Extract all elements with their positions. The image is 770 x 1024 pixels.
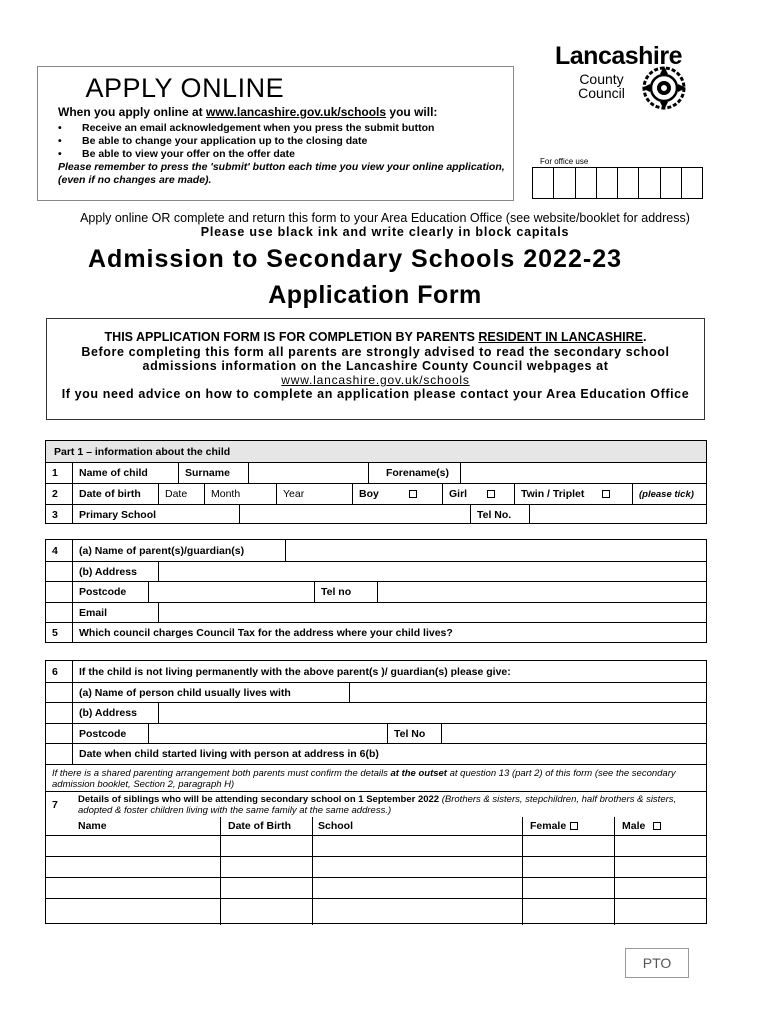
address-input[interactable] xyxy=(158,703,706,723)
siblings-question: Details of siblings who will be attending secondary school on 1 September 2022 (Brothers & sisters, stepchildren, half brothers & sisters, adopted & foster children living with the same family at the same address.) xyxy=(78,794,677,816)
forenames-input[interactable] xyxy=(460,463,706,483)
part1-section xyxy=(45,440,707,524)
dob-date-field[interactable]: Date xyxy=(158,484,204,504)
tel-no-label: Tel No xyxy=(387,724,441,743)
date-of-birth-row xyxy=(46,483,706,504)
tel-no-input[interactable] xyxy=(377,582,706,602)
parents-notice-box xyxy=(46,318,705,420)
bullet-item: • Be able to change your application up to the closing date xyxy=(58,135,368,147)
tel-no-input[interactable] xyxy=(441,724,706,743)
primary-school-label: Primary School xyxy=(72,505,239,524)
not-living-question: If the child is not living permanently with the above parent(s )/ guardian(s) please give: xyxy=(72,661,706,682)
name-of-child-label: Name of child xyxy=(72,463,178,483)
postcode-input[interactable] xyxy=(148,582,314,602)
intro-text: When you apply online at xyxy=(58,105,207,119)
bullet-item: • Be able to view your offer on the offer date xyxy=(58,148,295,160)
parent-details-section xyxy=(45,539,707,643)
notice-line-2: Before completing this form all parents are strongly advised to read the secondary school admissions information on the Lancashire County Council webpages at xyxy=(81,345,670,373)
sibling-1-name-input[interactable] xyxy=(46,836,220,856)
part1-header-row xyxy=(46,441,706,462)
twin-checkbox[interactable] xyxy=(602,490,610,498)
question-number: 2 xyxy=(52,488,58,500)
tel-no-label: Tel no xyxy=(314,582,377,602)
black-ink-instruction: Please use black ink and write clearly in block capitals xyxy=(200,225,570,239)
office-use-label: For office use xyxy=(540,157,589,166)
address-label: (b) Address xyxy=(72,562,158,581)
dob-month-field[interactable]: Month xyxy=(204,484,276,504)
question-number: 3 xyxy=(52,508,58,521)
intro-text-end: you will: xyxy=(386,105,438,119)
sibling-4-name-input[interactable] xyxy=(46,899,220,919)
parent-name-input[interactable] xyxy=(285,540,706,561)
postcode-label: Postcode xyxy=(72,724,148,743)
date-started-label: Date when child started living with person at address in 6(b) xyxy=(72,744,706,764)
red-rose-emblem-icon xyxy=(636,64,692,112)
not-living-row xyxy=(46,661,706,682)
primary-school-input[interactable] xyxy=(239,505,470,524)
forenames-label: Forename(s) xyxy=(368,463,460,483)
apply-online-intro xyxy=(58,105,437,119)
dob-year-field[interactable]: Year xyxy=(276,484,352,504)
twin-triplet-option[interactable]: Twin / Triplet xyxy=(514,484,632,504)
notice-line-1: THIS APPLICATION FORM IS FOR COMPLETION BY PARENTS RESIDENT IN LANCASHIRE. xyxy=(104,330,647,344)
siblings-row xyxy=(46,791,706,817)
lancashire-logo-text: Lancashire xyxy=(555,42,683,70)
dob-label: Date of birth xyxy=(72,484,158,504)
boy-option[interactable]: Boy xyxy=(352,484,442,504)
notice-line-4: If you need advice on how to complete an application please contact your Area Education Office xyxy=(61,387,690,401)
col-school-header: School xyxy=(318,820,354,832)
address-input[interactable] xyxy=(158,562,706,581)
girl-checkbox[interactable] xyxy=(487,490,495,498)
postcode-input[interactable] xyxy=(148,724,387,743)
school-tel-label: Tel No. xyxy=(470,505,529,524)
person-name-label: (a) Name of person child usually lives with xyxy=(72,683,349,702)
person-name-input[interactable] xyxy=(349,683,706,702)
date-started-row xyxy=(46,743,706,764)
bullet-item: • Receive an email acknowledgement when you press the submit button xyxy=(58,122,435,134)
surname-input[interactable] xyxy=(248,463,368,483)
col-dob-header: Date of Birth xyxy=(228,820,291,832)
sibling-3-name-input[interactable] xyxy=(46,878,220,898)
council-tax-question: Which council charges Council Tax for the address where your child lives? xyxy=(72,623,706,642)
parent-address-row xyxy=(46,561,706,581)
question-number: 6 xyxy=(52,665,58,678)
part1-header: Part 1 – information about the child xyxy=(54,445,231,458)
question-number: 4 xyxy=(52,544,58,557)
shared-parenting-row xyxy=(46,764,706,791)
parent-name-label: (a) Name of parent(s)/guardian(s) xyxy=(72,540,285,561)
question-number: 5 xyxy=(52,626,58,639)
primary-school-row xyxy=(46,504,706,524)
council-tax-row xyxy=(46,622,706,642)
person-postcode-row xyxy=(46,723,706,743)
county-council-text: County Council xyxy=(578,71,625,101)
email-input[interactable] xyxy=(158,603,706,622)
person-name-row xyxy=(46,682,706,702)
address-label: (b) Address xyxy=(72,703,158,723)
page-title: Admission to Secondary Schools 2022-23 xyxy=(88,245,622,273)
siblings-header-row xyxy=(46,817,706,835)
apply-instructions: Apply online OR complete and return this form to your Area Education Office (see website/booklet for address) xyxy=(80,211,690,225)
question-number: 7 xyxy=(52,798,58,811)
office-use-boxes xyxy=(532,167,703,199)
col-name-header: Name xyxy=(78,820,107,832)
please-tick-note: (please tick) xyxy=(632,484,706,504)
apply-online-title: APPLY ONLINE xyxy=(58,73,285,103)
parent-postcode-row xyxy=(46,581,706,602)
postcode-label: Postcode xyxy=(72,582,148,602)
page-subtitle: Application Form xyxy=(268,281,482,309)
lancashire-schools-link[interactable]: www.lancashire.gov.uk/schools xyxy=(206,105,387,119)
col-male-header: Male xyxy=(614,817,706,835)
surname-label: Surname xyxy=(178,463,248,483)
email-row xyxy=(46,602,706,622)
school-tel-input[interactable] xyxy=(529,505,706,524)
question-number: 1 xyxy=(52,467,58,479)
submit-reminder: Please remember to press the 'submit' button each time you view your online application, (even if no changes are made). xyxy=(58,161,505,186)
email-label: Email xyxy=(72,603,158,622)
siblings-table-grid xyxy=(46,817,706,925)
name-of-child-row xyxy=(46,462,706,483)
child-residence-section xyxy=(45,660,707,924)
person-address-row xyxy=(46,702,706,723)
apply-online-box xyxy=(37,66,514,201)
boy-checkbox[interactable] xyxy=(409,490,417,498)
col-female-header: Female xyxy=(522,817,614,835)
sibling-2-name-input[interactable] xyxy=(46,857,220,877)
shared-parenting-note: If there is a shared parenting arrangement both parents must confirm the details at the outset at question 13 (part 2) of this form (see the secondary admission booklet, Section 2, paragraph H) xyxy=(52,768,676,790)
girl-option[interactable]: Girl xyxy=(442,484,514,504)
parent-name-row xyxy=(46,540,706,561)
pto-label: PTO xyxy=(625,948,689,978)
notice-link[interactable]: www.lancashire.gov.uk/schools xyxy=(281,373,470,387)
